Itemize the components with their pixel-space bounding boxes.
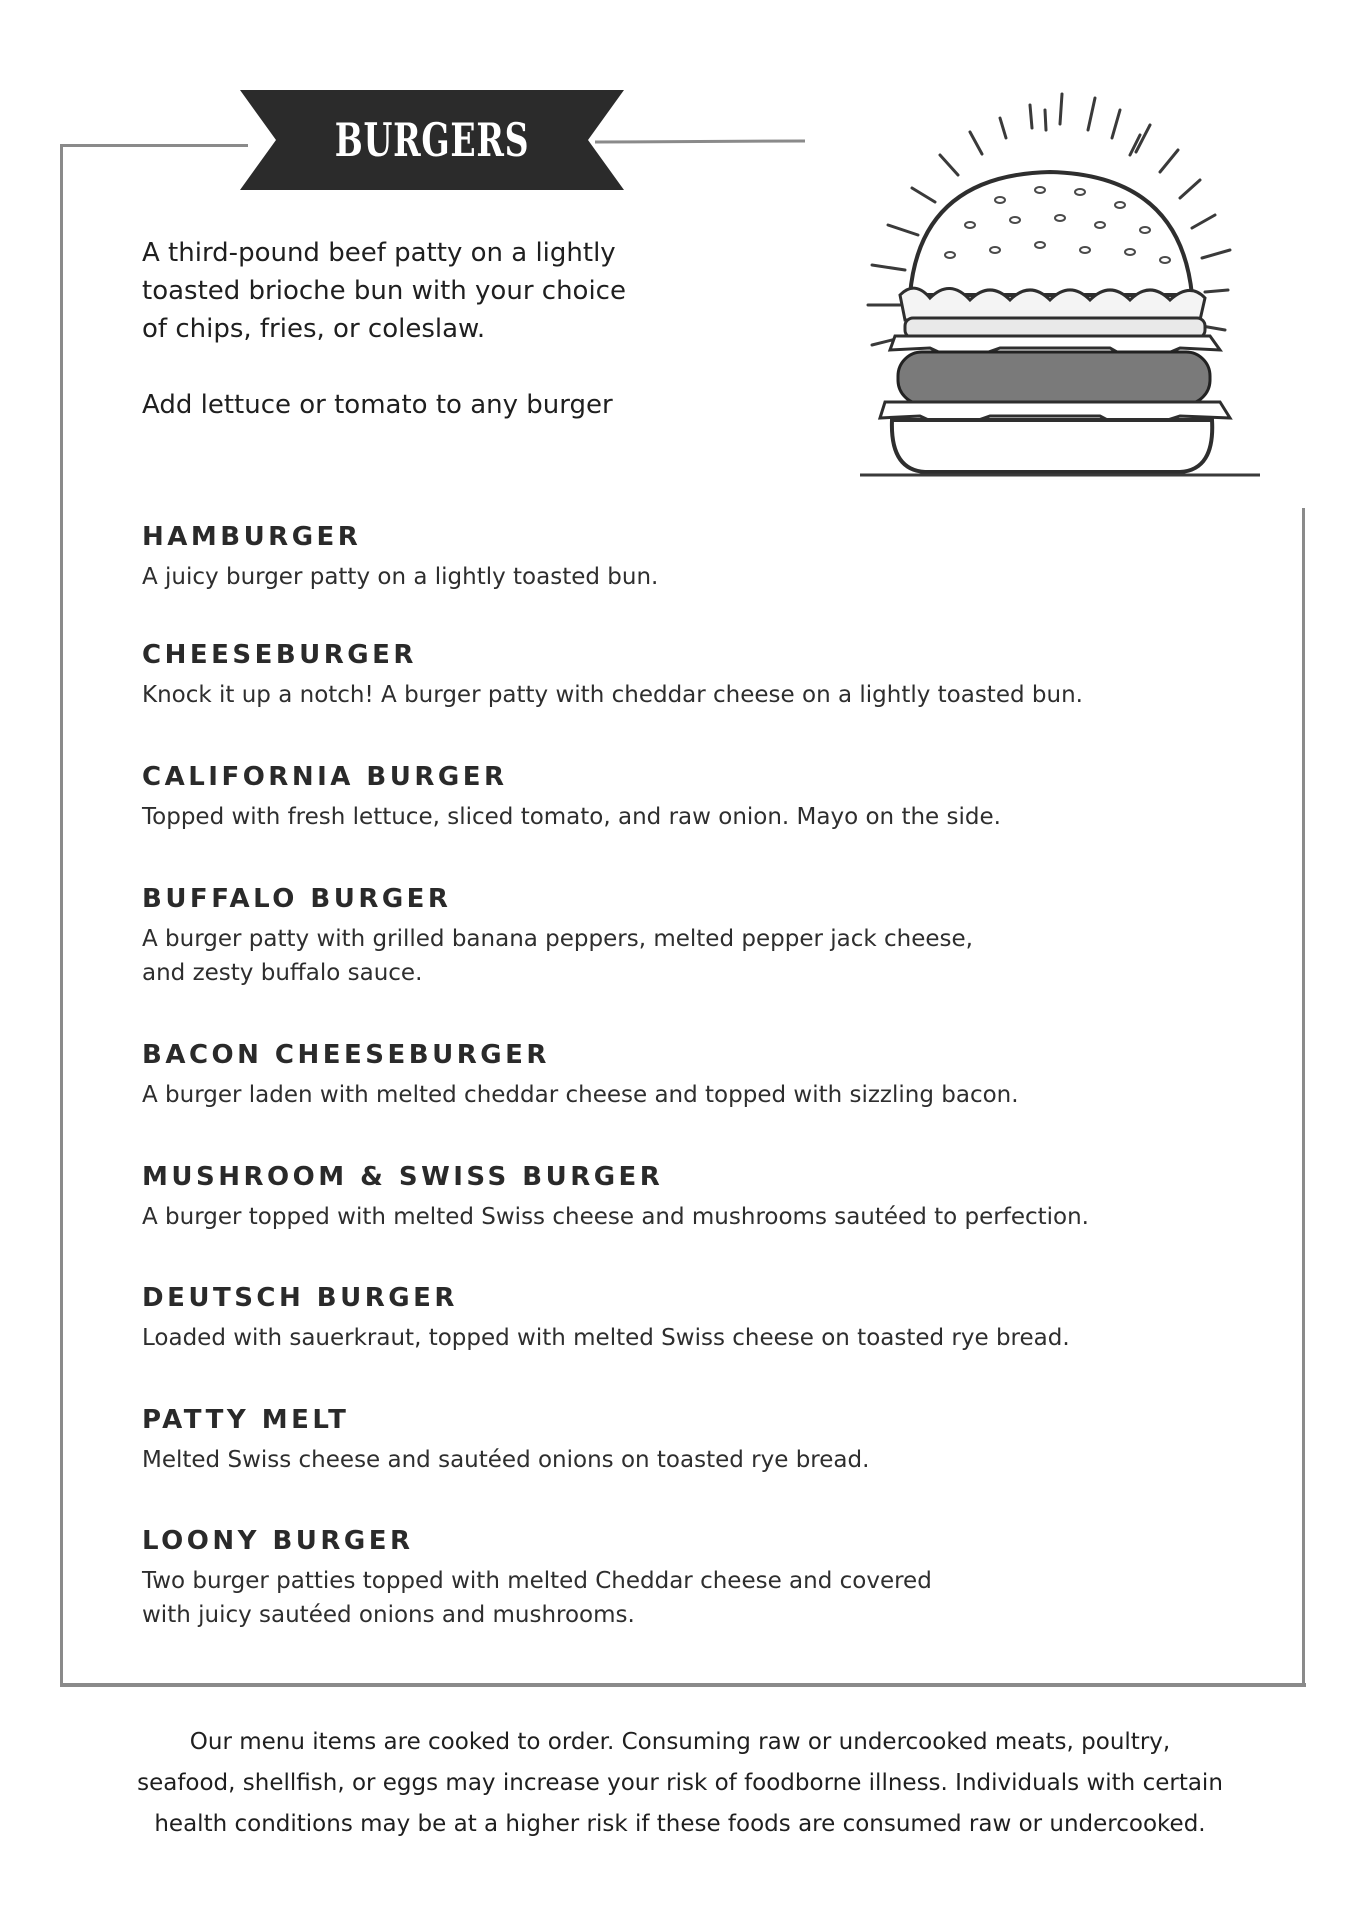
item-description: A burger topped with melted Swiss cheese and mushrooms sautéed to perfection. [142, 1204, 1089, 1230]
item-description: A burger laden with melted cheddar cheese and topped with sizzling bacon. [142, 1082, 1019, 1108]
burger-illustration-icon [800, 80, 1320, 490]
item-description-line: with juicy sautéed onions and mushrooms. [142, 1602, 635, 1628]
frame-border-left [60, 144, 63, 1684]
frame-border-bottom [60, 1683, 1306, 1687]
menu-item [142, 1160, 1262, 1234]
item-description [142, 1564, 1262, 1632]
item-name: BUFFALO BURGER [142, 884, 452, 914]
frame-border-top-left [60, 144, 248, 147]
item-name: LOONY BURGER [142, 1526, 414, 1556]
disclaimer-line: seafood, shellfish, or eggs may increase your risk of foodborne illness. Individuals with certain [137, 1770, 1223, 1796]
frame-border-right [1302, 508, 1305, 1686]
menu-item [142, 882, 1262, 990]
item-description-line: and zesty buffalo sauce. [142, 960, 423, 986]
intro-line: of chips, fries, or coleslaw. [142, 314, 486, 344]
menu-item [142, 1038, 1262, 1112]
menu-item [142, 1403, 1262, 1477]
intro-text [142, 234, 702, 424]
item-description-line: Two burger patties topped with melted Cheddar cheese and covered [142, 1568, 932, 1594]
disclaimer-line: health conditions may be at a higher risk if these foods are consumed raw or undercooked. [154, 1811, 1206, 1837]
frame-border-top-right [595, 139, 805, 143]
intro-line: A third-pound beef patty on a lightly [142, 238, 616, 268]
menu-item [142, 1281, 1262, 1355]
disclaimer-line: Our menu items are cooked to order. Consuming raw or undercooked meats, poultry, [189, 1729, 1171, 1755]
item-description: Knock it up a notch! A burger patty with cheddar cheese on a lightly toasted bun. [142, 682, 1083, 708]
intro-line: toasted brioche bun with your choice [142, 276, 626, 306]
item-name: CALIFORNIA BURGER [142, 762, 508, 792]
item-description-line: A burger patty with grilled banana peppers, melted pepper jack cheese, [142, 926, 973, 952]
item-name: MUSHROOM & SWISS BURGER [142, 1162, 664, 1192]
item-name: HAMBURGER [142, 522, 362, 552]
item-description: Loaded with sauerkraut, topped with melted Swiss cheese on toasted rye bread. [142, 1325, 1070, 1351]
item-name: BACON CHEESEBURGER [142, 1040, 550, 1070]
intro-addon: Add lettuce or tomato to any burger [142, 390, 613, 420]
menu-item [142, 760, 1262, 834]
disclaimer [60, 1722, 1300, 1845]
item-description: Topped with fresh lettuce, sliced tomato, and raw onion. Mayo on the side. [142, 804, 1001, 830]
item-description [142, 922, 1262, 990]
item-name: DEUTSCH BURGER [142, 1283, 458, 1313]
menu-item [142, 638, 1262, 712]
item-name: PATTY MELT [142, 1405, 350, 1435]
item-description: Melted Swiss cheese and sautéed onions on toasted rye bread. [142, 1447, 870, 1473]
menu-item [142, 1524, 1262, 1632]
page-title: BURGERS [334, 113, 530, 167]
item-name: CHEESEBURGER [142, 640, 417, 670]
item-description: A juicy burger patty on a lightly toasted bun. [142, 564, 659, 590]
menu-item [142, 520, 1262, 594]
